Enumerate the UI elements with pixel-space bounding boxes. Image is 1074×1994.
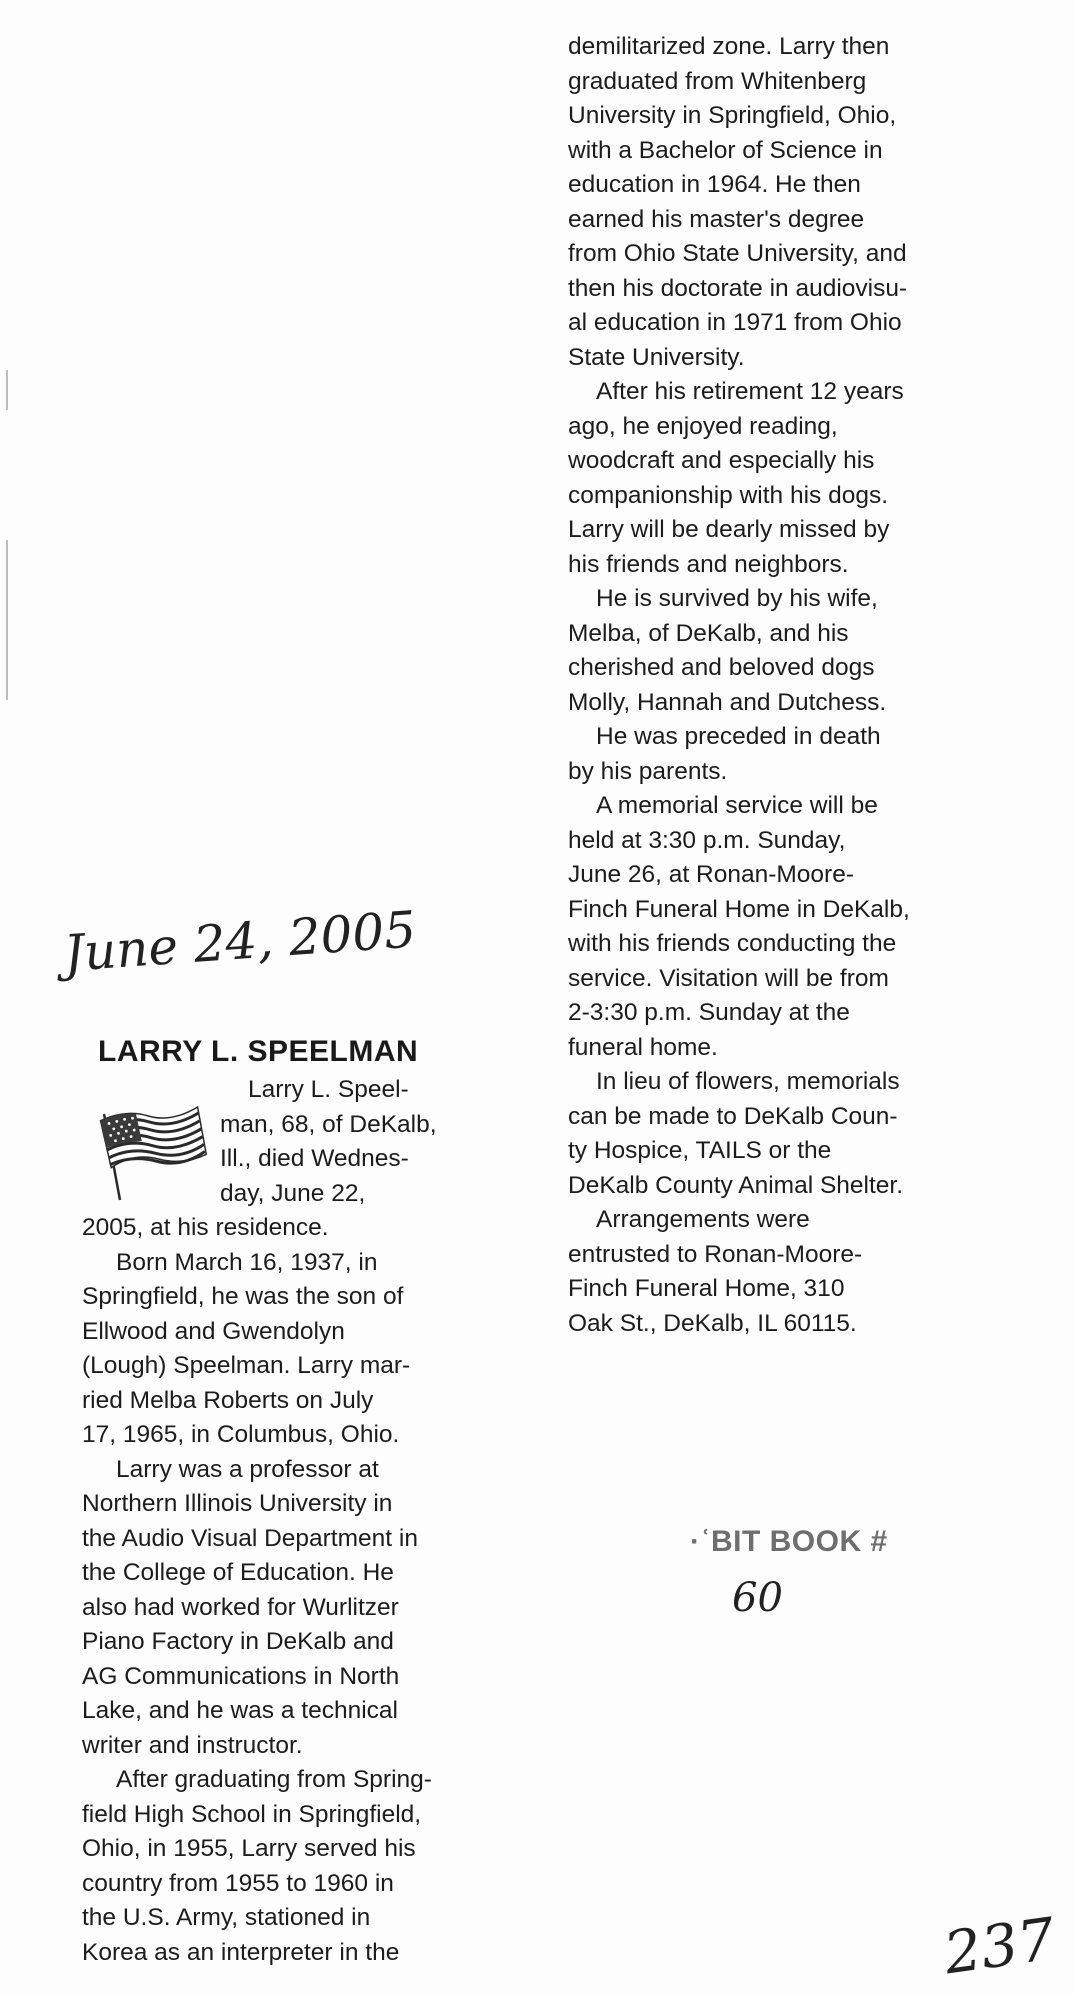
text-line: the U.S. Army, stationed in	[82, 1904, 371, 1931]
text-line: 2-3:30 p.m. Sunday at the	[568, 999, 850, 1026]
text-line: June 26, at Ronan-Moore-	[568, 861, 854, 888]
text-line: demilitarized zone. Larry then	[568, 33, 890, 60]
text-line: He is survived by his wife,	[596, 585, 878, 612]
text-line: Springfield, he was the son of	[82, 1283, 404, 1310]
text-line: can be made to DeKalb Coun-	[568, 1102, 898, 1130]
text-line: service. Visitation will be from	[568, 964, 889, 992]
text-line: 2005, at his residence.	[82, 1214, 329, 1241]
text-line: Arrangements were	[596, 1206, 810, 1233]
text-line: After his retirement 12 years	[596, 378, 904, 405]
text-line: State University.	[568, 343, 745, 371]
text-line: the Audio Visual Department in	[82, 1524, 418, 1552]
american-flag-icon	[90, 1092, 210, 1202]
text-line: graduated from Whitenberg	[568, 67, 867, 95]
text-line: country from 1955 to 1960 in	[82, 1869, 394, 1897]
text-line: funeral home.	[568, 1033, 718, 1061]
obituary-name-heading: LARRY L. SPEELMAN	[98, 1035, 419, 1068]
text-line: Ohio, in 1955, Larry served his	[82, 1835, 416, 1862]
text-line: University in Springfield, Ohio,	[568, 102, 897, 129]
text-line: DeKalb County Animal Shelter.	[568, 1171, 904, 1199]
text-line: earned his master's degree	[568, 205, 865, 233]
text-line: writer and instructor.	[82, 1731, 303, 1759]
obituary-left-column	[82, 1211, 432, 1970]
text-line: Lake, and he was a technical	[82, 1697, 398, 1724]
text-line: then his doctorate in audiovisu-	[568, 274, 908, 302]
text-line: Molly, Hannah and Dutchess.	[568, 688, 887, 716]
obit-book-stamp: ·ʿBIT BOOK #	[690, 1525, 888, 1558]
text-line: He was preceded in death	[596, 723, 881, 750]
handwritten-book-number: 60	[732, 1575, 783, 1621]
obituary-right-column	[568, 30, 968, 1341]
text-line: Finch Funeral Home in DeKalb,	[568, 895, 910, 923]
text-line: Piano Factory in DeKalb and	[82, 1628, 394, 1655]
text-line: the College of Education. He	[82, 1559, 394, 1586]
text-line: In lieu of flowers, memorials	[596, 1068, 900, 1095]
text-line: cherished and beloved dogs	[568, 654, 875, 681]
text-line: Larry was a professor at	[116, 1455, 379, 1483]
text-line: with his friends conducting the	[568, 930, 897, 957]
text-line: also had worked for Wurlitzer	[82, 1593, 399, 1621]
text-line: his friends and neighbors.	[568, 550, 849, 578]
text-line: ago, he enjoyed reading,	[568, 412, 838, 440]
text-line: Ellwood and Gwendolyn	[82, 1317, 345, 1345]
text-line: Oak St., DeKalb, IL 60115.	[568, 1309, 857, 1337]
handwritten-date: June 24, 2005	[62, 900, 418, 983]
text-line: Ill., died Wednes-	[220, 1145, 409, 1172]
text-line: ty Hospice, TAILS or the	[568, 1137, 832, 1164]
text-line: Korea as an interpreter in the	[82, 1938, 400, 1966]
text-line: Northern Illinois University in	[82, 1490, 393, 1517]
text-line: from Ohio State University, and	[568, 240, 907, 267]
text-line: field High School in Springfield,	[82, 1800, 422, 1828]
text-line: with a Bachelor of Science in	[568, 136, 883, 164]
text-line: After graduating from Spring-	[116, 1766, 432, 1793]
handwritten-page-number: 237	[940, 1904, 1060, 1988]
text-line: by his parents.	[568, 757, 728, 785]
text-line: al education in 1971 from Ohio	[568, 309, 902, 336]
text-line: day, June 22,	[220, 1179, 366, 1207]
text-line: 17, 1965, in Columbus, Ohio.	[82, 1421, 400, 1448]
scan-edge-mark	[6, 540, 8, 700]
text-line: man, 68, of DeKalb,	[220, 1110, 437, 1138]
text-line: Larry L. Speel-	[248, 1076, 409, 1103]
text-line: Larry will be dearly missed by	[568, 516, 890, 543]
text-line: Born March 16, 1937, in	[116, 1248, 378, 1276]
text-line: held at 3:30 p.m. Sunday,	[568, 826, 846, 854]
text-line: A memorial service will be	[596, 792, 878, 819]
text-line: entrusted to Ronan-Moore-	[568, 1240, 863, 1268]
text-line: education in 1964. He then	[568, 171, 861, 198]
obituary-opening-beside-flag	[220, 1073, 437, 1211]
text-line: Melba, of DeKalb, and his	[568, 619, 849, 647]
text-line: companionship with his dogs.	[568, 481, 889, 509]
text-line: Finch Funeral Home, 310	[568, 1275, 845, 1302]
text-line: woodcraft and especially his	[568, 447, 875, 474]
text-line: (Lough) Speelman. Larry mar-	[82, 1352, 411, 1379]
text-line: AG Communications in North	[82, 1662, 400, 1690]
scan-edge-mark	[6, 370, 8, 410]
text-line: ried Melba Roberts on July	[82, 1386, 374, 1414]
